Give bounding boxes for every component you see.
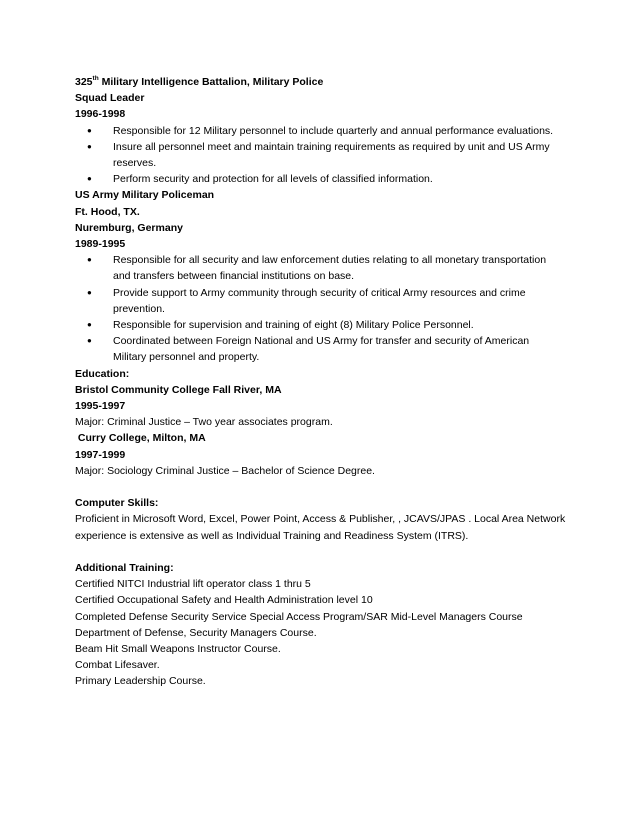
computer-skills-text: experience is extensive as well as Individual Training and Readiness System (ITRS). [75, 529, 469, 542]
duty-item: ● Perform security and protection for all levels of classified information. [75, 171, 575, 187]
unit-number: 325 [75, 76, 93, 88]
unit-heading [75, 74, 575, 90]
training-item: Department of Defense, Security Managers Course. [75, 626, 317, 639]
duty-item: ● Provide support to Army community through security of critical Army resources and crime prevention. [75, 285, 565, 317]
school-name: Curry College, Milton, MA [75, 432, 206, 445]
spacer [75, 544, 575, 560]
training-heading: Additional Training: [75, 562, 174, 575]
unit-name: Military Intelligence Battalion, Military Police [98, 76, 324, 88]
school-name: Bristol Community College Fall River, MA [75, 383, 282, 396]
training-item: Certified NITCI Industrial lift operator class 1 thru 5 [75, 578, 311, 591]
job-dates: 1996-1998 [75, 108, 126, 121]
duty-item: ● Insure all personnel meet and maintain training requirements as required by unit and US Army reserves. [75, 139, 575, 171]
duty-item: ● Coordinated between Foreign National and US Army for transfer and security of American Military personnel and property. [75, 333, 565, 365]
resume-page [75, 74, 575, 690]
education-heading: Education: [75, 367, 130, 380]
job-location: Nuremburg, Germany [75, 221, 183, 234]
unit-superscript: th [92, 75, 99, 82]
spacer [75, 479, 575, 495]
training-item: Beam Hit Small Weapons Instructor Course. [75, 643, 281, 656]
duty-item: ● Responsible for supervision and training of eight (8) Military Police Personnel. [75, 317, 565, 333]
duty-list [75, 123, 575, 188]
training-item: Primary Leadership Course. [75, 675, 206, 688]
job-title: US Army Military Policeman [75, 189, 215, 202]
computer-skills-heading: Computer Skills: [75, 497, 159, 510]
job-role: Squad Leader [75, 92, 145, 105]
school-dates: 1995-1997 [75, 400, 126, 413]
training-item: Certified Occupational Safety and Health Administration level 10 [75, 594, 373, 607]
computer-skills-text: Proficient in Microsoft Word, Excel, Power Point, Access & Publisher, , JCAVS/JPAS . Local Area Network [75, 513, 566, 526]
training-item: Completed Defense Security Service Special Access Program/SAR Mid-Level Managers Course [75, 610, 523, 623]
school-dates: 1997-1999 [75, 448, 126, 461]
duty-item: ● Responsible for 12 Military personnel to include quarterly and annual performance evaluations. [75, 123, 575, 139]
school-major: Major: Sociology Criminal Justice – Bachelor of Science Degree. [75, 464, 375, 477]
job-dates: 1989-1995 [75, 238, 126, 251]
job-location: Ft. Hood, TX. [75, 205, 140, 218]
training-item: Combat Lifesaver. [75, 659, 160, 672]
school-major: Major: Criminal Justice – Two year associates program. [75, 416, 333, 429]
duty-item: ● Responsible for all security and law enforcement duties relating to all monetary transportation and transfers between financial institutions on base. [75, 252, 565, 284]
duty-list [75, 252, 565, 365]
